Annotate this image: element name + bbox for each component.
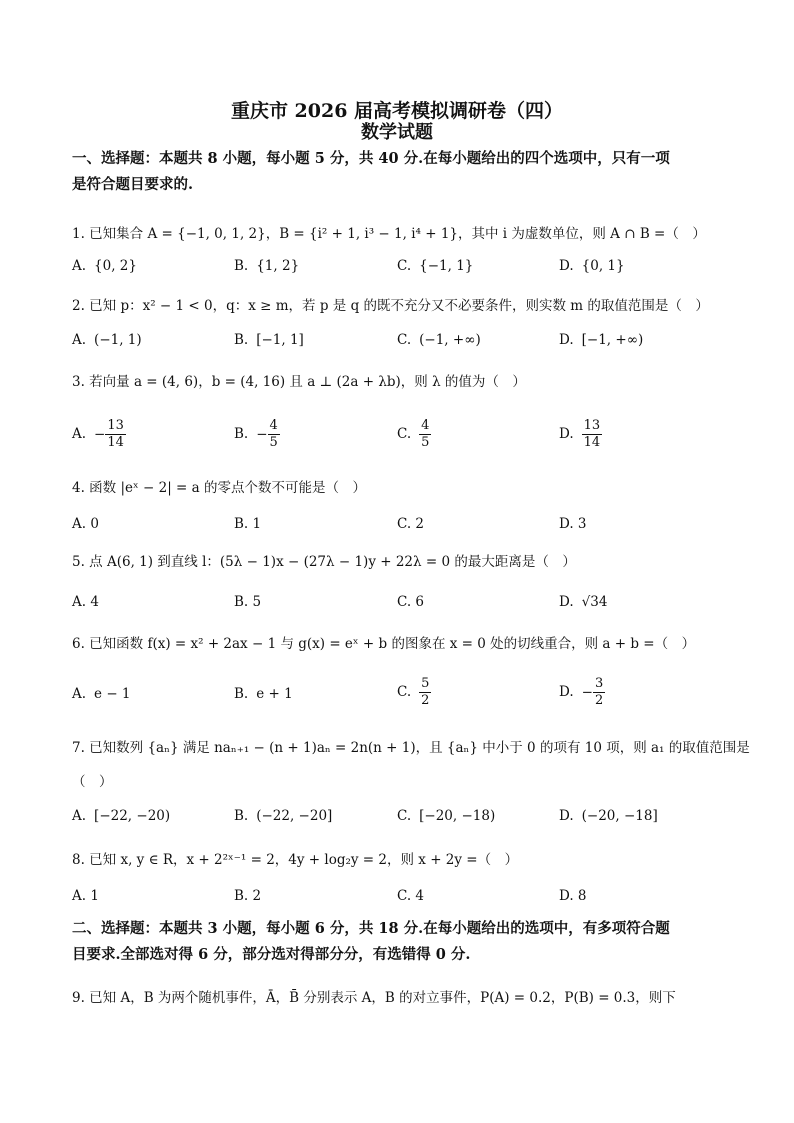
question-7-stem: 7. 已知数列 {aₙ} 满足 naₙ₊₁ − (n + 1)aₙ = 2n(n + 1)，且 {aₙ} 中小于 0 的项有 10 项，则 a₁ 的取值范围是 — [72, 740, 750, 756]
option-d: D. 8 — [559, 888, 587, 904]
fraction: $\frac{5}{2}$ — [421, 676, 430, 708]
option-a: A. {0, 2} — [72, 258, 137, 274]
option-b: B. 2 — [234, 888, 262, 904]
option-b: B. (−22, −20] — [234, 808, 333, 824]
option-a: A. − $\frac{13}{14}$ — [72, 418, 124, 450]
section-1-line-2: 是符合题目要求的. — [72, 176, 194, 193]
option-c: C. $\frac{4}{5}$ — [397, 418, 430, 450]
option-c: C. (−1, +∞) — [397, 332, 481, 348]
option-b: B. 5 — [234, 594, 262, 610]
section-2-line-1: 二、选择题：本题共 3 小题，每小题 6 分，共 18 分.在每小题给出的选项中，有多项符合题 — [72, 920, 670, 937]
fraction: $\frac{3}{2}$ — [594, 676, 604, 708]
question-1-options — [72, 258, 722, 288]
question-5-options — [72, 594, 722, 624]
option-a: A. 1 — [72, 888, 99, 904]
option-d: D. 3 — [559, 516, 587, 532]
option-a: A. 4 — [72, 594, 99, 610]
option-b: B. e + 1 — [234, 686, 293, 702]
option-a: A. 0 — [72, 516, 99, 532]
option-d: D. (−20, −18] — [559, 808, 658, 824]
option-b: B. [−1, 1] — [234, 332, 304, 348]
question-5-stem: 5. 点 A(6, 1) 到直线 l：(5λ − 1)x − (27λ − 1)y + 22λ = 0 的最大距离是（ ） — [72, 554, 576, 570]
question-8-stem: 8. 已知 x, y ∈ R，x + 2²ˣ⁻¹ = 2，4y + log₂y = 2，则 x + 2y =（ ） — [72, 852, 519, 868]
question-7-stem-continued: （ ） — [72, 774, 113, 790]
question-7-options — [72, 808, 722, 838]
question-3-stem: 3. 若向量 a = (4, 6)，b = (4, 16) 且 a ⊥ (2a + λb)，则 λ 的值为（ ） — [72, 374, 526, 390]
option-d: D. − $\frac{3}{2}$ — [559, 676, 604, 708]
option-d: D. √34 — [559, 594, 608, 610]
fraction: $\frac{4}{5}$ — [269, 418, 278, 450]
option-a: A. e − 1 — [72, 686, 131, 702]
section-2-heading — [72, 916, 722, 968]
option-c: C. 2 — [397, 516, 425, 532]
question-3-options — [72, 418, 722, 458]
section-1-line-1: 一、选择题：本题共 8 小题，每小题 5 分，共 40 分.在每小题给出的四个选项中，只有一项 — [72, 150, 670, 167]
question-6-stem: 6. 已知函数 f(x) = x² + 2ax − 1 与 g(x) = eˣ + b 的图象在 x = 0 处的切线重合，则 a + b =（ ） — [72, 636, 696, 652]
question-4-stem: 4. 函数 |eˣ − 2| = a 的零点个数不可能是（ ） — [72, 480, 366, 496]
option-d: D. $\frac{13}{14}$ — [559, 418, 601, 450]
section-1-heading — [72, 146, 722, 198]
option-c: C. 4 — [397, 888, 425, 904]
option-b: B. {1, 2} — [234, 258, 300, 274]
question-9-stem: 9. 已知 A，B 为两个随机事件，Ā，B̄ 分别表示 A，B 的对立事件，P(A) = 0.2，P(B) = 0.3，则下 — [72, 990, 676, 1006]
question-1-stem: 1. 已知集合 A = {−1, 0, 1, 2}，B = {i² + 1, i³ − 1, i⁴ + 1}，其中 i 为虚数单位，则 A ∩ B =（ ） — [72, 226, 706, 242]
option-a: A. [−22, −20) — [72, 808, 171, 824]
option-b: B. 1 — [234, 516, 262, 532]
fraction: $\frac{13}{14}$ — [583, 418, 601, 450]
fraction: $\frac{13}{14}$ — [107, 418, 124, 450]
question-4-options — [72, 516, 722, 546]
question-2-stem: 2. 已知 p：x² − 1 < 0，q：x ≥ m，若 p 是 q 的既不充分又不必要条件，则实数 m 的取值范围是（ ） — [72, 298, 709, 314]
option-d: D. {0, 1} — [559, 258, 625, 274]
question-2-options — [72, 332, 722, 362]
option-c: C. 6 — [397, 594, 425, 610]
option-d: D. [−1, +∞) — [559, 332, 644, 348]
option-a: A. (−1, 1) — [72, 332, 142, 348]
option-c: C. $\frac{5}{2}$ — [397, 676, 430, 708]
option-c: C. {−1, 1} — [397, 258, 474, 274]
question-6-options — [72, 676, 722, 716]
exam-title: 重庆市 2026 届高考模拟调研卷（四） — [230, 100, 564, 122]
option-b: B. − $\frac{4}{5}$ — [234, 418, 278, 450]
option-c: C. [−20, −18) — [397, 808, 496, 824]
exam-subtitle: 数学试题 — [361, 122, 433, 143]
question-8-options — [72, 888, 722, 918]
section-2-line-2: 目要求.全部选对得 6 分，部分选对得部分分，有选错得 0 分. — [72, 946, 471, 963]
fraction: $\frac{4}{5}$ — [421, 418, 430, 450]
